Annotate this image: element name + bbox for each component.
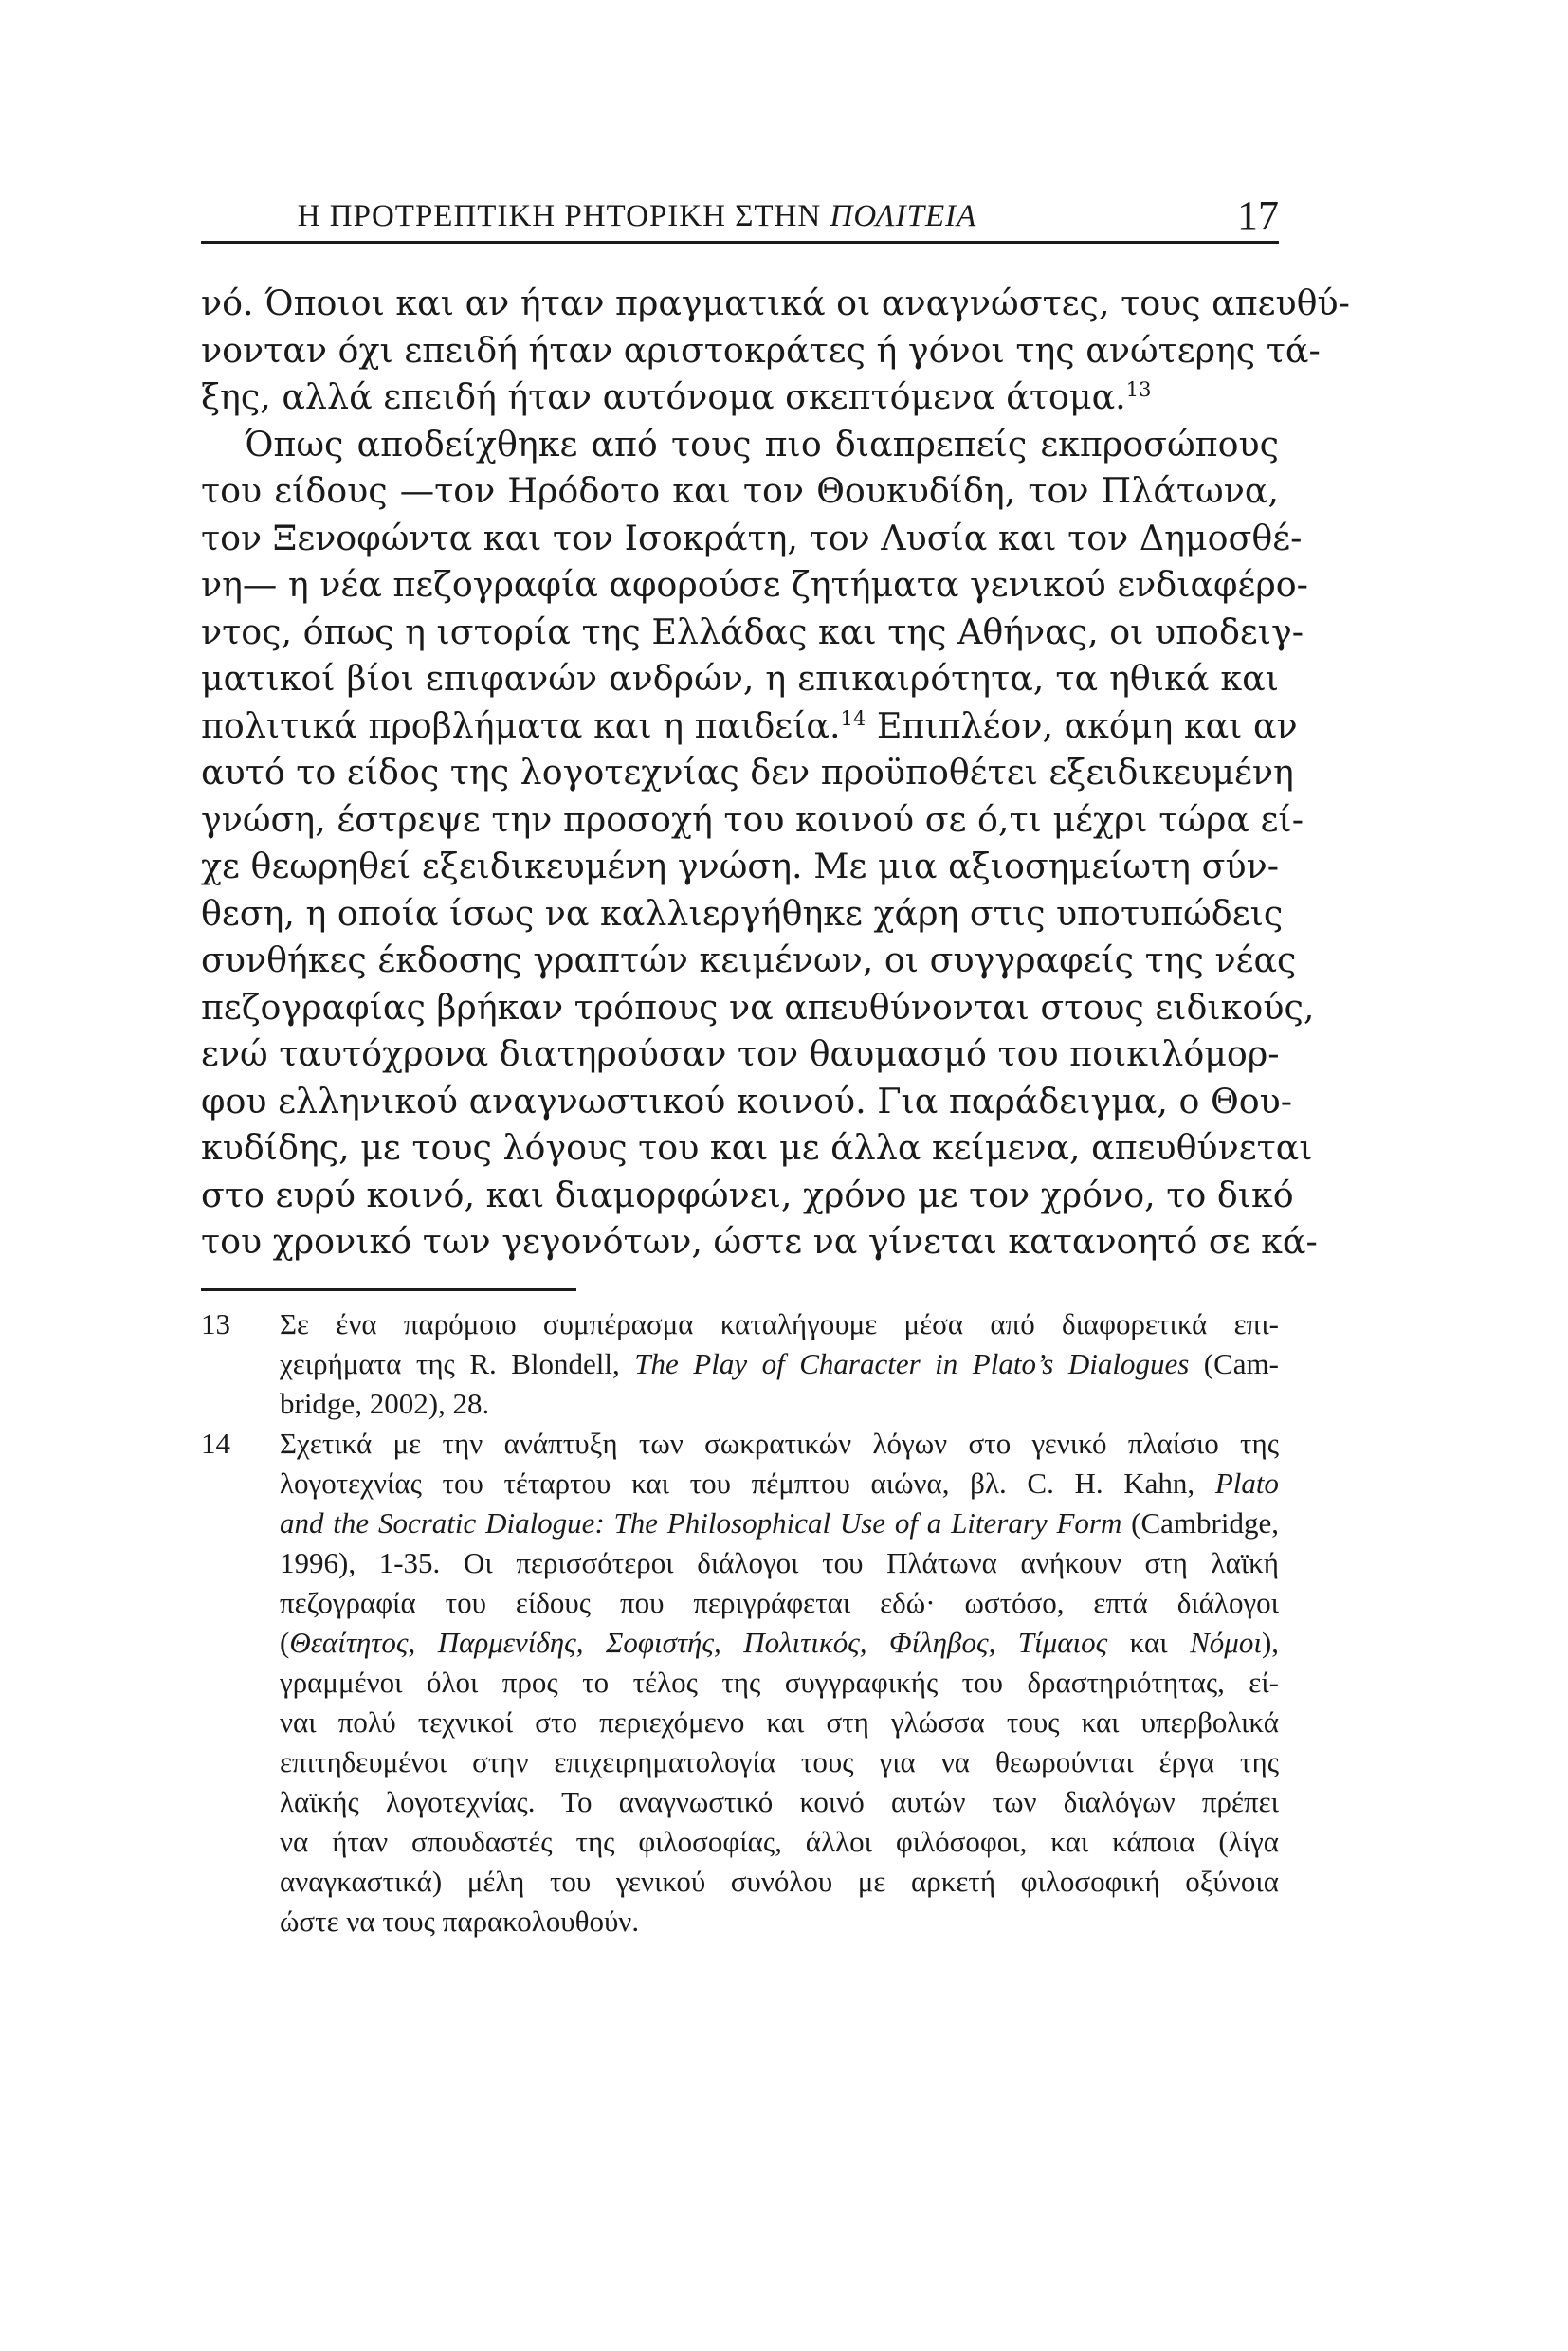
footnote-line (280, 1623, 1279, 1663)
footnote-line: ναι πολύ τεχνικοί στο περιεχόμενο και στη γλώσσα τους και υπερβολικά (280, 1704, 1279, 1739)
page-number: 17 (1237, 192, 1279, 239)
footnote-line (280, 1504, 1279, 1543)
footnote-text: και (1107, 1625, 1191, 1659)
body-line: φου ελληνικού αναγνωστικού κοινού. Για παράδειγμα, ο Θου- (201, 1080, 1293, 1121)
body-line: πεζογραφίας βρήκαν τρόπους να απευθύνονται στους ειδικούς, (201, 986, 1315, 1028)
footnote-number: 14 (201, 1426, 230, 1460)
footnote-line (280, 1464, 1279, 1504)
body-line: ενώ ταυτόχρονα διατηρούσαν τον θαυμασμό του ποικιλόμορ- (201, 1033, 1280, 1074)
footnote-body (280, 1424, 1279, 1941)
body-line: τον Ξενοφώντα και τον Ισοκράτη, τον Λυσία και τον Δημοσθέ- (201, 517, 1303, 558)
footnote-body (280, 1304, 1279, 1424)
footnote-text: ), (1261, 1625, 1280, 1659)
footnote-line: Σχετικά με την ανάπτυξη των σωκρατικών λόγων στο γενικό πλαίσιο της (280, 1426, 1279, 1460)
footnote-title: and the Socratic Dialogue: The Philosophical Use of a Literary Form (280, 1505, 1122, 1540)
footnote-line: γραμμένοι όλοι προς το τέλος της συγγραφικής του δραστηριότητας, εί- (280, 1665, 1279, 1699)
note-ref-13[interactable]: 13 (1125, 377, 1152, 401)
footnote-line (280, 1344, 1279, 1384)
body-line: χε θεωρηθεί εξειδικευμένη γνώση. Με μια αξιοσημείωτη σύν- (201, 846, 1279, 886)
footnote-title: Θεαίτητος, Παρμενίδης, Σοφιστής, Πολιτικός, Φίληβος, Τίμαιος (289, 1625, 1108, 1659)
body-line-text: ξης, αλλά επειδή ήταν αυτόνομα σκεπτόμενα άτομα. (201, 376, 1126, 417)
footnote-text: λογοτεχνίας του τέταρτου και του πέμπτου αιώνα, βλ. C. H. Kahn, (280, 1466, 1215, 1500)
footnote-title: Νόμοι (1190, 1625, 1262, 1659)
footnote-text: χειρήματα της R. Blondell, (280, 1346, 635, 1380)
footnote-text: (Cam- (1189, 1346, 1279, 1380)
running-head-italic: ΠΟΛΙΤΕΙΑ (830, 199, 977, 233)
body-line: κυδίδης, με τους λόγους του και με άλλα κείμενα, απευθύνεται (201, 1127, 1313, 1168)
body-line (201, 374, 1279, 421)
body-line: νό. Όποιοι και αν ήταν πραγματικά οι αναγνώστες, τους απευθύ- (201, 282, 1350, 323)
footnotes (201, 1304, 1279, 1941)
page-header (201, 190, 1279, 244)
footnote-text: (Cambridge, (1121, 1505, 1279, 1540)
footnote-line: Σε ένα παρόμοιο συμπέρασμα καταλήγουμε μέσα από διαφορετικά επι- (280, 1306, 1279, 1340)
footnote-line: bridge, 2002), 28. (280, 1386, 490, 1420)
body-line: συνθήκες έκδοσης γραπτών κειμένων, οι συγγραφείς της νέας (201, 939, 1297, 980)
footnote-line: 1996), 1-35. Οι περισσότεροι διάλογοι του Πλάτωνα ανήκουν στη λαϊκή (280, 1545, 1279, 1579)
body-line-text: πολιτικά προβλήματα και η παιδεία. (201, 704, 841, 746)
running-head (201, 199, 1073, 234)
body-line: θεση, η οποία ίσως να καλλιεργήθηκε χάρη στις υποτυπώδεις (201, 892, 1284, 934)
footnote-title: The Play of Character in Plato’s Dialogues (634, 1346, 1190, 1380)
body-line: ματικοί βίοι επιφανών ανδρών, η επικαιρότητα, τα ηθικά και (201, 658, 1279, 699)
body-line: νονταν όχι επειδή ήταν αριστοκράτες ή γόνοι της ανώτερης τά- (201, 329, 1321, 371)
book-page (201, 190, 1350, 1941)
body-line: νη— η νέα πεζογραφία αφορούσε ζητήματα γενικού ενδιαφέρο- (201, 564, 1308, 605)
running-head-plain: Η ΠΡΟΤΡΕΠΤΙΚΗ ΡΗΤΟΡΙΚΗ ΣΤΗΝ (297, 199, 830, 233)
footnote-13 (201, 1304, 1279, 1424)
body-line (201, 702, 1298, 750)
footnote-line: λαϊκής λογοτεχνίας. Το αναγνωστικό κοινό αυτών των διαλόγων πρέπει (280, 1784, 1279, 1818)
body-line: ντος, όπως η ιστορία της Ελλάδας και της Αθήνας, οι υποδειγ- (201, 611, 1304, 652)
body-line: του χρονικό των γεγονότων, ώστε να γίνεται κατανοητό σε κά- (201, 1221, 1318, 1262)
footnote-line: ώστε να τους παρακολουθούν. (280, 1904, 640, 1938)
note-ref-14[interactable]: 14 (840, 706, 866, 730)
body-line: στο ευρύ κοινό, και διαμορφώνει, χρόνο με τον χρόνο, το δικό (201, 1174, 1294, 1215)
body-line-text: Επιπλέον, ακόμη και αν (866, 704, 1298, 746)
body-line: αυτό το είδος της λογοτεχνίας δεν προϋποθέτει εξειδικευμένη (201, 752, 1294, 793)
footnote-rule (201, 1288, 576, 1291)
footnote-line: πεζογραφία του είδους που περιγράφεται εδώ· ωστόσο, επτά διάλογοι (280, 1585, 1279, 1619)
body-line: γνώση, έστρεψε την προσοχή του κοινού σε ό,τι μέχρι τώρα εί- (201, 798, 1304, 840)
body-text (201, 280, 1350, 1266)
body-line: Όπως αποδείχθηκε από τους πιο διαπρεπείς εκπροσώπους (245, 423, 1279, 465)
footnote-14 (201, 1424, 1279, 1941)
footnote-text: ( (280, 1625, 290, 1659)
footnote-line: αναγκαστικά) μέλη του γενικού συνόλου με αρκετή φιλοσοφική οξύνοια (280, 1864, 1279, 1898)
footnote-line: να ήταν σπουδαστές της φιλοσοφίας, άλλοι φιλόσοφοι, και κάποια (λίγα (280, 1824, 1279, 1858)
footnote-line: επιτηδευμένοι στην επιχειρηματολογία τους για να θεωρούνται έργα της (280, 1744, 1279, 1778)
footnote-title: Plato (1214, 1466, 1279, 1500)
body-line: του είδους —τον Ηρόδοτο και τον Θουκυδίδη, τον Πλάτωνα, (201, 470, 1279, 511)
footnote-number: 13 (201, 1306, 230, 1340)
